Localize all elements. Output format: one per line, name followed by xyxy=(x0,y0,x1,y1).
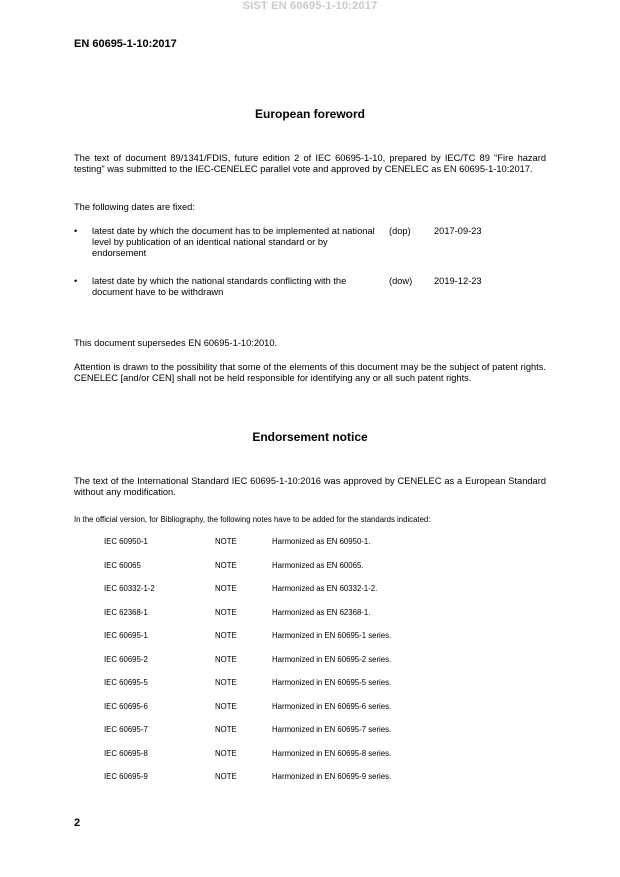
note-label: NOTE xyxy=(215,631,237,640)
note-label: NOTE xyxy=(215,701,237,711)
date-item-text: latest date by which the national standards conflicting with the document have to be withdrawn xyxy=(92,276,347,297)
dates-intro: The following dates are fixed: xyxy=(74,202,195,212)
note-standard: IEC 60332-1-2 xyxy=(104,584,155,593)
foreword-intro: The text of document 89/1341/FDIS, future edition 2 of IEC 60695-1-10, prepared by IEC/TC 89 "Fire hazard testing" was submitted to the IEC-CENELEC parallel vote and approved by CENELEC as EN 60695-1-10:2017. xyxy=(74,153,546,174)
patent-notice: Attention is drawn to the possibility that some of the elements of this document may be the subject of patent rights. CENELEC [and/or CEN] shall not be held responsible for identifying any or all such patent rights. xyxy=(74,362,546,383)
note-standard: IEC 60695-5 xyxy=(104,678,148,687)
date-item-date: 2017-09-23 xyxy=(434,226,482,236)
note-description: Harmonized in EN 60695-5 series. xyxy=(272,678,392,687)
page-number: 2 xyxy=(74,817,81,829)
note-description: Harmonized as EN 60950-1. xyxy=(272,537,371,546)
note-standard: IEC 60950-1 xyxy=(104,537,148,546)
endorsement-heading: Endorsement notice xyxy=(252,430,368,444)
note-description: Harmonized in EN 60695-9 series. xyxy=(272,772,392,781)
bullet-icon: • xyxy=(74,276,78,286)
endorsement-text: The text of the International Standard IEC 60695-1-10:2016 was approved by CENELEC as a European Standard without any modification. xyxy=(74,476,546,497)
note-standard: IEC 60065 xyxy=(104,560,141,570)
bullet-icon: • xyxy=(74,226,78,236)
note-description: Harmonized as EN 60332-1-2. xyxy=(272,584,378,593)
document-id: EN 60695-1-10:2017 xyxy=(74,38,177,50)
note-description: Harmonized as EN 60065. xyxy=(272,560,364,570)
bibliography-intro: In the official version, for Bibliography, the following notes have to be added for the standards indicated: xyxy=(74,515,431,524)
note-label: NOTE xyxy=(215,725,237,734)
note-description: Harmonized in EN 60695-1 series. xyxy=(272,631,392,640)
note-label: NOTE xyxy=(215,584,237,593)
note-description: Harmonized in EN 60695-7 series. xyxy=(272,725,392,734)
note-standard: IEC 60695-6 xyxy=(104,701,148,711)
supersedes-text: This document supersedes EN 60695-1-10:2010. xyxy=(74,338,278,348)
note-label: NOTE xyxy=(215,748,237,758)
note-standard: IEC 62368-1 xyxy=(104,607,148,617)
note-label: NOTE xyxy=(215,537,237,546)
note-description: Harmonized in EN 60695-6 series. xyxy=(272,701,392,711)
note-label: NOTE xyxy=(215,772,237,781)
note-description: Harmonized as EN 62368-1. xyxy=(272,607,371,617)
note-standard: IEC 60695-9 xyxy=(104,772,148,781)
note-standard: IEC 60695-1 xyxy=(104,631,148,640)
date-item-text: latest date by which the document has to be implemented at national level by publication of an identical national standard or by endorsement xyxy=(92,226,375,258)
date-item-date: 2019-12-23 xyxy=(434,276,482,286)
note-label: NOTE xyxy=(215,678,237,687)
note-standard: IEC 60695-7 xyxy=(104,725,148,734)
note-standard: IEC 60695-8 xyxy=(104,748,148,758)
date-item-abbr: (dop) xyxy=(389,226,411,236)
note-label: NOTE xyxy=(215,607,237,617)
watermark-text: SIST EN 60695-1-10:2017 xyxy=(242,0,378,12)
note-description: Harmonized in EN 60695-8 series. xyxy=(272,748,392,758)
note-label: NOTE xyxy=(215,654,237,664)
note-label: NOTE xyxy=(215,560,237,570)
note-standard: IEC 60695-2 xyxy=(104,654,148,664)
foreword-heading: European foreword xyxy=(254,107,365,121)
note-description: Harmonized in EN 60695-2 series. xyxy=(272,654,392,664)
date-item-abbr: (dow) xyxy=(389,276,413,286)
